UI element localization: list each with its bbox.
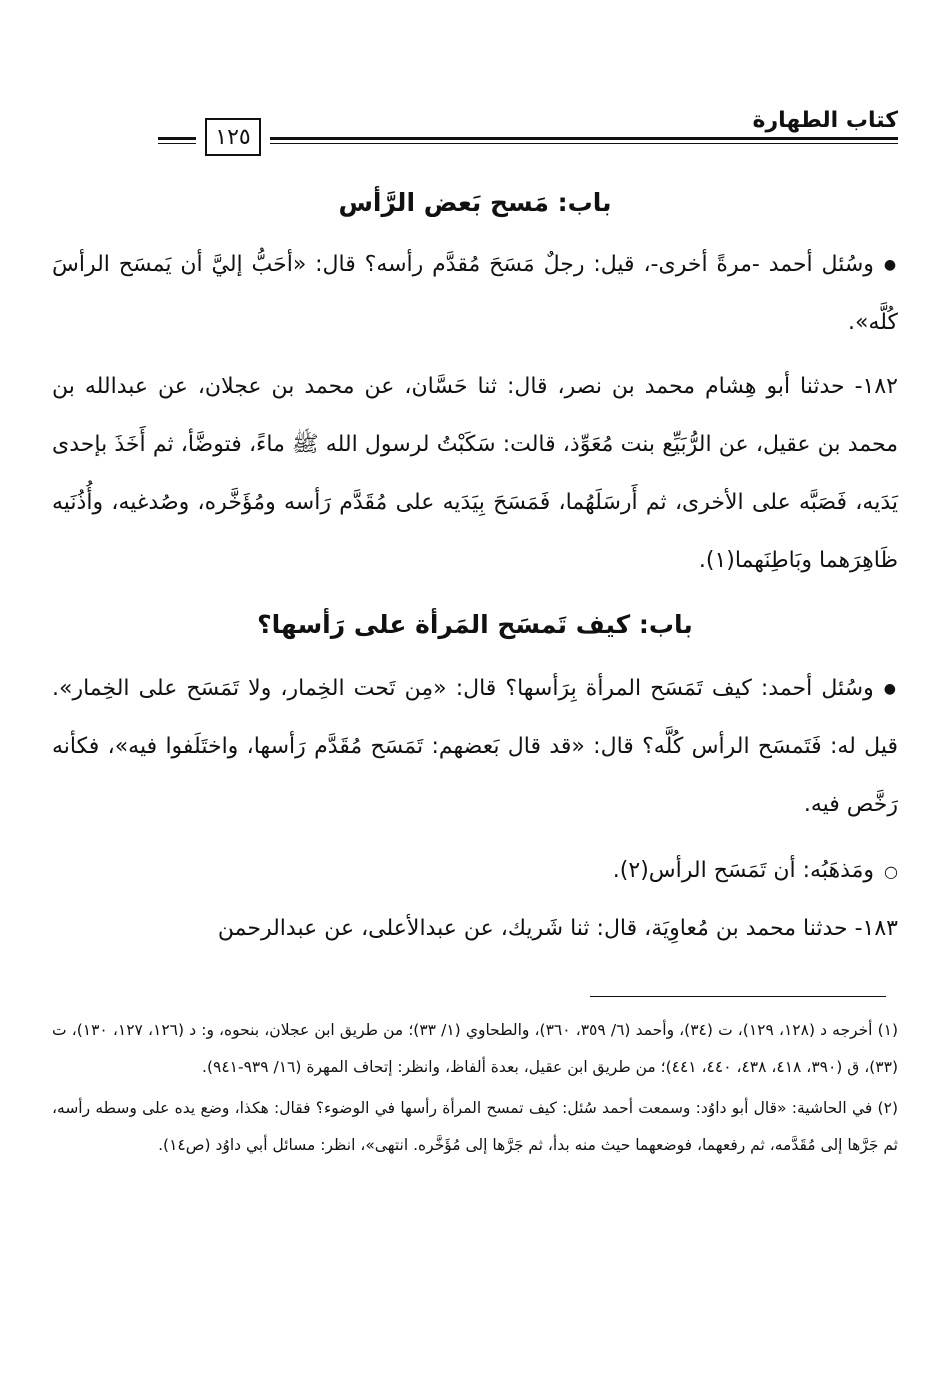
bullet-icon: ● <box>883 257 899 273</box>
running-title: كتاب الطهارة <box>752 108 898 133</box>
header-rule-left <box>158 137 196 144</box>
section-heading-1: باب: مَسح بَعض الرَّأس <box>338 188 612 217</box>
circle-bullet-icon: ○ <box>884 862 898 881</box>
hadith-182: ١٨٢- حدثنا أبو هِشام محمد بن نصر، قال: ثنا حَسَّان، عن محمد بن عجلان، عن عبدالله بن محمد بن عقيل، عن الرُّبَيِّع بنت مُعَوِّذ، قالت: سَكَبْتُ لرسول الله ﷺ ماءً، فتوضَّأ، ثم أَخَذَ بإحدى يَدَيه، فَصَبَّه على الأخرى، ثم أَرسَلَهُما، فَمَسَحَ بِيَدَيه على مُقَدَّم رَأسه ومُؤَخَّره، وصُدغيه، وأُذُنَيه ظَاهِرَهما وبَاطِنَهما(١). <box>52 374 898 573</box>
footnotes <box>52 1012 898 1168</box>
paragraph-question-1 <box>52 236 898 352</box>
footnote-1: (١) أخرجه د (١٢٨، ١٢٩)، ت (٣٤)، وأحمد (٦/ ٣٥٩، ٣٦٠)، والطحاوي (١/ ٣٣)؛ من طريق ابن عجلان، بنحوه، و: د (١٢٦، ١٢٧، ١٣٠)، ت (٣٣)، ق (٣٩٠، ٤١٨، ٤٣٨، ٤٤٠، ٤٤١)؛ من طريق ابن عقيل، بعدة ألفاظ، وانظر: إتحاف المهرة (١٦/ ٩٣٩-٩٤١). <box>52 1021 899 1076</box>
footnote-2: (٢) في الحاشية: «قال أبو داوُد: وسمعت أحمد سُئل: كيف تمسح المرأة رأسها في الوضوء؟ فقال: هكذا، وضع يده على وسطه رأسه، ثم جَرَّها إلى مُقَدَّمه، ثم رفعهما، فوضعهما حيث منه بدأ، ثم جَرَّها إلى مُؤَخَّره. انتهى»، انظر: مسائل أبي داوُد (ص١٤). <box>52 1099 898 1154</box>
question-text-1: وسُئل أحمد -مرةً أخرى-، قيل: رجلٌ مَسَحَ مُقدَّم رأسه؟ قال: «أحَبُّ إليَّ أن يَمسَح الرأسَ كُلَّه». <box>52 252 898 335</box>
footnote-separator <box>590 996 886 997</box>
paragraph-madhhab <box>52 842 898 901</box>
bullet-icon: ● <box>883 681 898 697</box>
section-heading-2: باب: كيف تَمسَح المَرأة على رَأسها؟ <box>257 610 693 639</box>
question-text-2: وسُئل أحمد: كيف تَمَسَح المرأة بِرَأسها؟ قال: «مِن تَحت الخِمار، ولا تَمَسَح على الخِمار». قيل له: فَتَمسَح الرأس كُلَّه؟ قال: «قد قال بَعضهم: تَمَسَح مُقَدَّم رَأسها، واختَلَفوا فيه»، فكأنه رَخَّص فيه. <box>52 676 898 817</box>
madhhab-text: ومَذهَبُه: أن تَمَسَح الرأس(٢). <box>612 858 875 883</box>
paragraph-question-2 <box>52 660 898 834</box>
hadith-183: ١٨٣- حدثنا محمد بن مُعاوِيَة، قال: ثنا شَريك، عن عبدالأعلى، عن عبدالرحمن <box>217 916 898 941</box>
header-rule-right <box>270 137 898 144</box>
page-number: ١٢٥ <box>205 118 261 156</box>
